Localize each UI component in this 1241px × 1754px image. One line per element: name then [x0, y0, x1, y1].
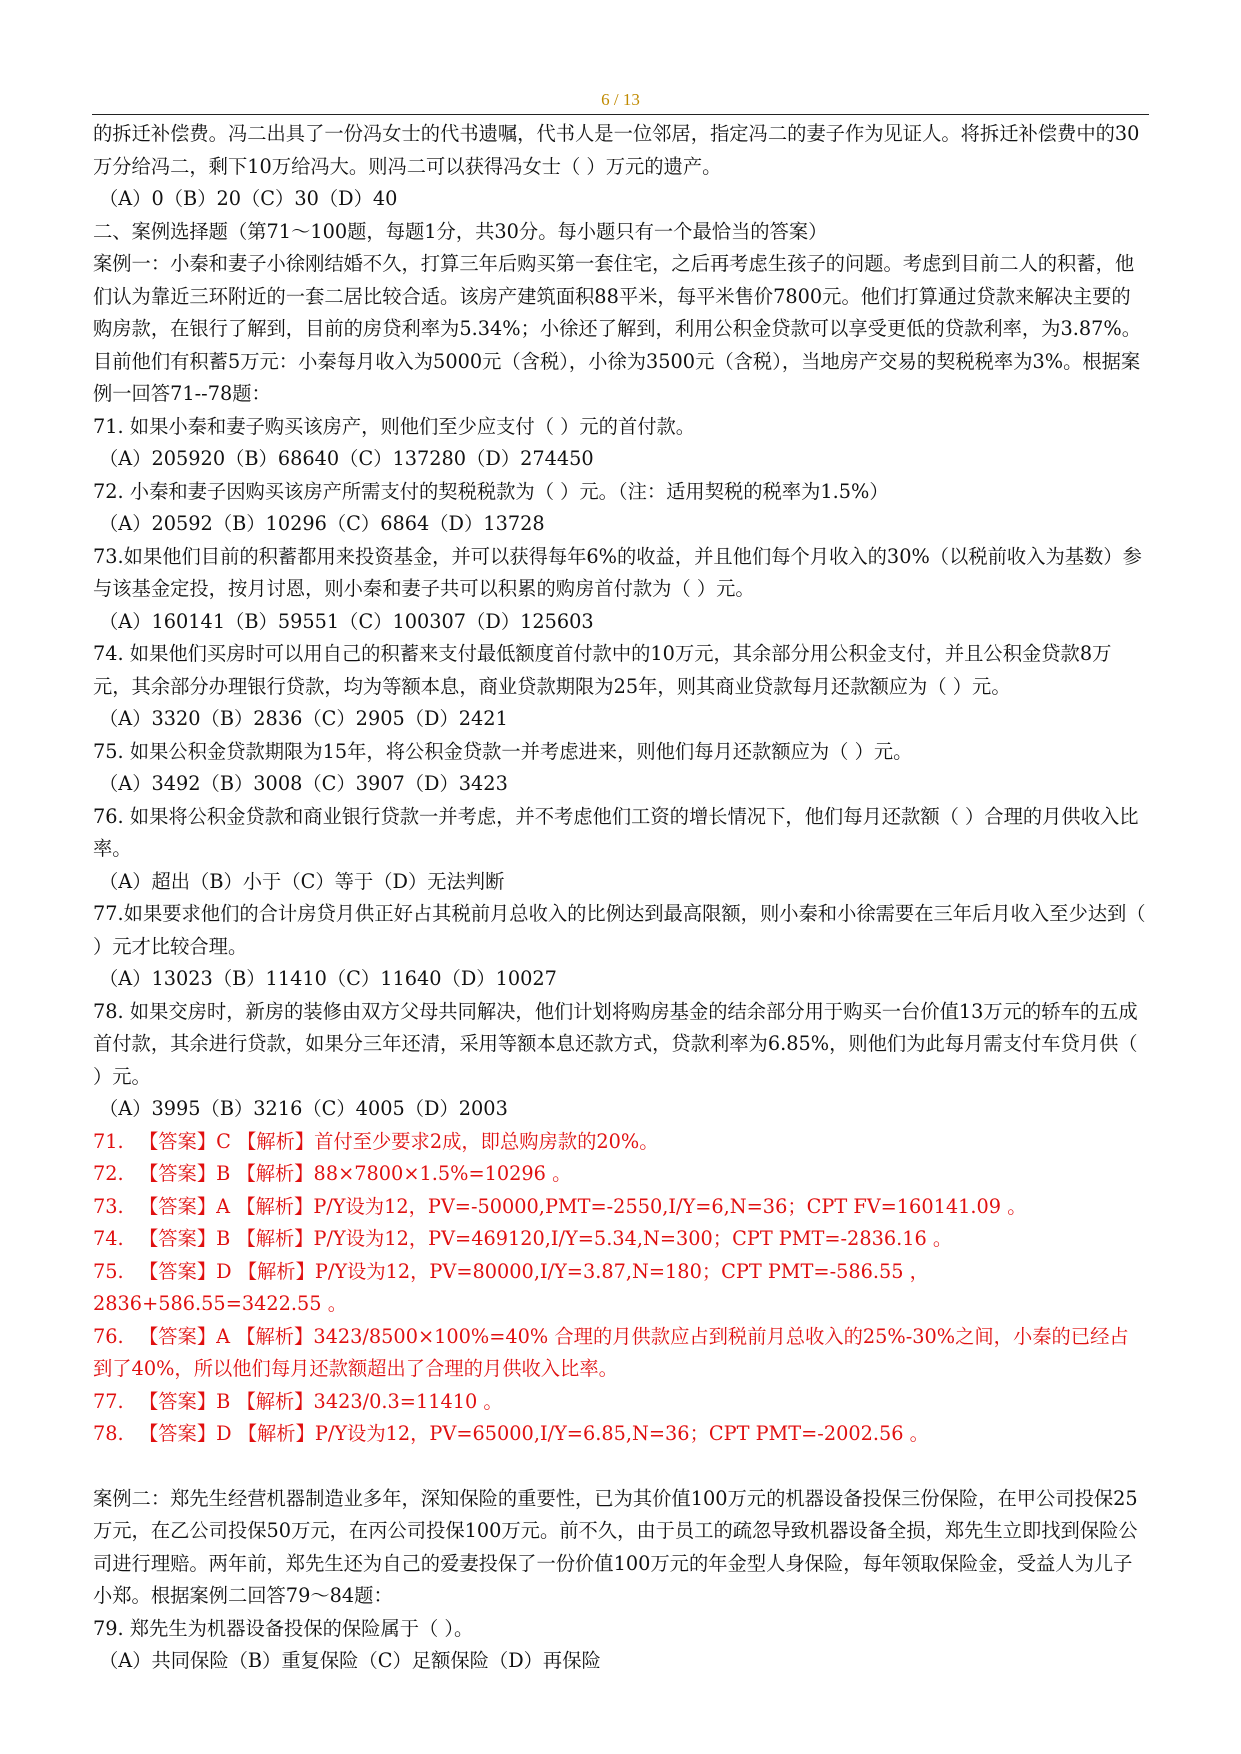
- options-76: （A）超出（B）小于（C）等于（D）无法判断: [99, 869, 505, 893]
- case-two-block: [93, 1483, 1147, 1678]
- page-separator: /: [613, 90, 619, 109]
- question-77: 77.如果要求他们的合计房贷月供正好占其税前月总收入的比例达到最高限额，则小秦和小徐需要在三年后月收入至少达到（ ）元才比较合理。: [93, 902, 1146, 958]
- answer-choice: 【答案】B: [139, 1227, 231, 1250]
- answer-number: 75.: [93, 1259, 124, 1283]
- answer-line-73: [93, 1191, 1147, 1224]
- answer-analysis: 【解析】3423/0.3=11410 。: [236, 1389, 503, 1413]
- answer-line-72: [93, 1158, 1147, 1191]
- question-75: 75. 如果公积金贷款期限为15年，将公积金贷款一并考虑进来，则他们每月还款额应为（ ）元。: [93, 739, 913, 763]
- answer-number: 71.: [93, 1129, 124, 1153]
- page-total: 13: [622, 90, 640, 109]
- answer-line-71: [93, 1126, 1147, 1159]
- answer-line-77: [93, 1386, 1147, 1419]
- header-rule: [92, 114, 1149, 115]
- answer-choice: 【答案】B: [139, 1162, 231, 1185]
- question-block: [93, 118, 1147, 1126]
- answer-choice: 【答案】B: [139, 1389, 231, 1413]
- answer-number: 74.: [93, 1227, 124, 1250]
- question-72: 72. 小秦和妻子因购买该房产所需支付的契税税款为（ ）元。（注：适用契税的税率为1.5%）: [93, 479, 889, 503]
- answer-analysis: 【解析】88×7800×1.5%=10296 。: [236, 1162, 572, 1185]
- answer-number: 77.: [93, 1389, 124, 1413]
- options-79: （A）共同保险（B）重复保险（C）足额保险（D）再保险: [99, 1649, 601, 1672]
- answer-key: [93, 1126, 1147, 1451]
- question-73: 73.如果他们目前的积蓄都用来投资基金，并可以获得每年6%的收益，并且他们每个月收入的30%（以税前收入为基数）参与该基金定投，按月讨恩，则小秦和妻子共可以积累的购房首付款为（ ）元。: [93, 544, 1142, 600]
- answer-options: （A）0（B）20（C）30（D）40: [99, 187, 398, 210]
- answer-analysis: 【解析】3423/8500×100%=40% 合理的月供款应占到税前月总收入的25%-30%之间，小秦的已经占到了40%，所以他们每月还款额超出了合理的月供收入比率。: [93, 1324, 1129, 1380]
- answer-analysis: 【解析】P/Y设为12，PV=65000,I/Y=6.85,N=36；CPT PMT=-2002.56 。: [237, 1422, 929, 1445]
- case-two-description: 案例二：郑先生经营机器制造业多年，深知保险的重要性，已为其价值100万元的机器设备投保三份保险，在甲公司投保25万元，在乙公司投保50万元，在丙公司投保100万元。前不久，由于员工的疏忽导致机器设备全损，郑先生立即找到保险公司进行理赔。两年前，郑先生还为自己的爱妻投保了一份价值100万元的年金型人身保险，每年领取保险金，受益人为儿子小郑。根据案例二回答79～84题：: [93, 1486, 1138, 1607]
- question-74: 74. 如果他们买房时可以用自己的积蓄来支付最低额度首付款中的10万元，其余部分用公积金支付，并且公积金贷款8万元，其余部分办理银行贷款，均为等额本息，商业贷款期限为25年，则其商业贷款每月还款额应为（ ）元。: [93, 642, 1112, 698]
- answer-number: 76.: [93, 1324, 124, 1348]
- answer-analysis: 【解析】P/Y设为12，PV=-50000,PMT=-2550,I/Y=6,N=36；CPT FV=160141.09 。: [236, 1194, 1027, 1218]
- page-number: [0, 90, 1241, 110]
- answer-choice: 【答案】D: [139, 1259, 232, 1283]
- answer-number: 73.: [93, 1194, 124, 1218]
- question-76: 76. 如果将公积金贷款和商业银行贷款一并考虑，并不考虑他们工资的增长情况下，他们每月还款额（ ）合理的月供收入比率。: [93, 804, 1139, 860]
- page-current: 6: [601, 90, 610, 109]
- answer-line-76: [93, 1321, 1147, 1386]
- question-79: 79. 郑先生为机器设备投保的保险属于（ ）。: [93, 1616, 474, 1640]
- case-description: 案例一：小秦和妻子小徐刚结婚不久，打算三年后购买第一套住宅，之后再考虑生孩子的问题。考虑到目前二人的积蓄，他们认为靠近三环附近的一套二居比较合适。该房产建筑面积88平米，每平米售价7800元。他们打算通过贷款来解决主要的购房款，在银行了解到，目前的房贷利率为5.34%；小徐还了解到，利用公积金贷款可以享受更低的贷款利率，为3.87%。目前他们有积蓄5万元：小秦每月收入为5000元（含税），小徐为3500元（含税），当地房产交易的契税税率为3%。根据案例一回答71--78题：: [93, 252, 1141, 405]
- answer-choice: 【答案】A: [139, 1324, 231, 1348]
- answer-number: 72.: [93, 1162, 124, 1185]
- options-71: （A）205920（B）68640（C）137280（D）274450: [99, 447, 594, 470]
- question-71: 71. 如果小秦和妻子购买该房产，则他们至少应支付（ ）元的首付款。: [93, 414, 696, 438]
- options-78: （A）3995（B）3216（C）4005（D）2003: [99, 1097, 508, 1120]
- options-72: （A）20592（B）10296（C）6864（D）13728: [99, 512, 545, 535]
- answer-choice: 【答案】A: [139, 1194, 231, 1218]
- paragraph-gap: [93, 1451, 1147, 1483]
- question-78: 78. 如果交房时，新房的装修由双方父母共同解决，他们计划将购房基金的结余部分用于购买一台价值13万元的轿车的五成首付款，其余进行贷款，如果分三年还清，采用等额本息还款方式，贷款利率为6.85%，则他们为此每月需支付车贷月供（ ）元。: [93, 999, 1138, 1088]
- question-line: 的拆迁补偿费。冯二出具了一份冯女士的代书遗嘱，代书人是一位邻居，指定冯二的妻子作为见证人。将拆迁补偿费中的30万分给冯二，剩下10万给冯大。则冯二可以获得冯女士（ ）万元的遗产。: [93, 122, 1140, 178]
- options-73: （A）160141（B）59551（C）100307（D）125603: [99, 609, 594, 633]
- answer-analysis: 【解析】P/Y设为12，PV=469120,I/Y=5.34,N=300；CPT PMT=-2836.16 。: [236, 1227, 953, 1250]
- answer-analysis: 【解析】P/Y设为12，PV=80000,I/Y=3.87,N=180；CPT PMT=-586.55 ，2836+586.55=3422.55 。: [93, 1259, 929, 1315]
- options-75: （A）3492（B）3008（C）3907（D）3423: [99, 772, 508, 795]
- section-heading: 二、案例选择题（第71～100题，每题1分，共30分。每小题只有一个最恰当的答案）: [93, 219, 828, 243]
- options-74: （A）3320（B）2836（C）2905（D）2421: [99, 707, 508, 730]
- answer-number: 78.: [93, 1422, 124, 1445]
- answer-line-75: [93, 1256, 1147, 1321]
- answer-analysis: 【解析】首付至少要求2成，即总购房款的20%。: [237, 1129, 659, 1153]
- answer-line-78: [93, 1418, 1147, 1451]
- options-77: （A）13023（B）11410（C）11640（D）10027: [99, 967, 557, 990]
- answer-choice: 【答案】C: [139, 1129, 231, 1153]
- answer-line-74: [93, 1223, 1147, 1256]
- answer-choice: 【答案】D: [139, 1422, 232, 1445]
- page-content: [93, 118, 1147, 1678]
